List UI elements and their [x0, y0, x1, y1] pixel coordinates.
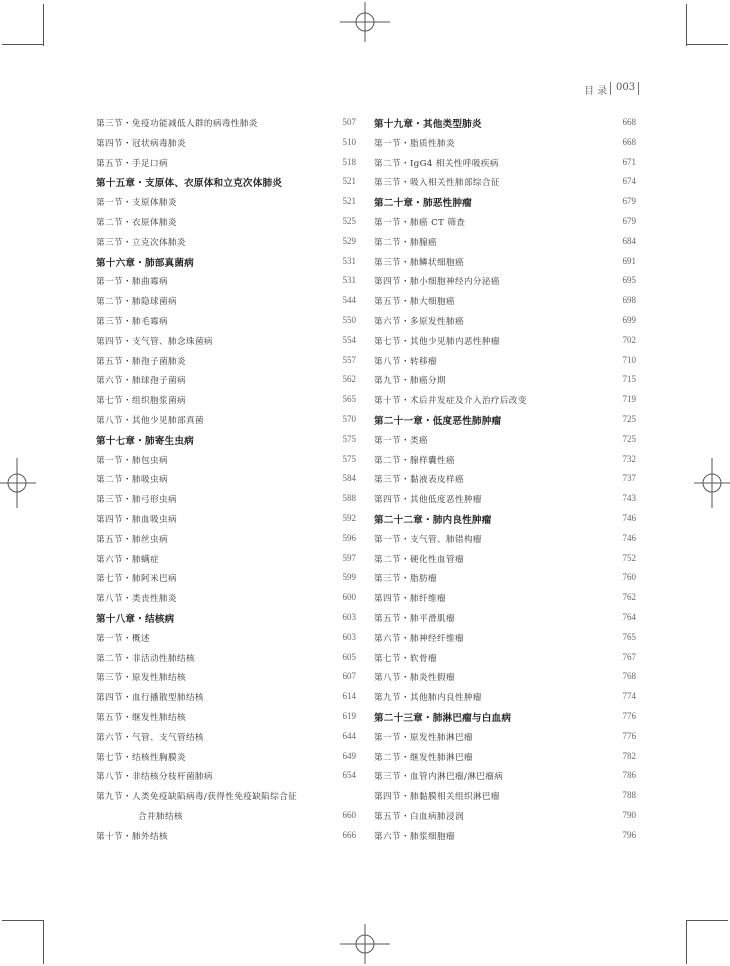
toc-entry-title: 第一节・概述 [96, 633, 150, 644]
crop-mark-top-left-h [2, 44, 44, 45]
toc-section-entry [374, 688, 636, 708]
header-page-number: 003 [616, 82, 636, 93]
header-title: 目 录 [584, 86, 608, 97]
toc-section-entry [96, 134, 356, 154]
toc-entry-title: 第十六章・肺部真菌病 [96, 257, 194, 269]
toc-entry-title: 第二十三章・肺淋巴瘤与白血病 [374, 712, 512, 724]
toc-entry-page: 649 [342, 750, 356, 761]
toc-entry-page: 668 [622, 117, 636, 127]
toc-section-entry [374, 470, 636, 490]
toc-section-entry [96, 114, 356, 134]
toc-entry-page: 715 [622, 374, 636, 385]
toc-entry-title: 第八节・肺炎性假瘤 [374, 673, 455, 684]
toc-entry-page: 796 [622, 829, 636, 840]
toc-section-entry [96, 193, 356, 213]
toc-section-entry [96, 728, 356, 748]
toc-section-entry [374, 569, 636, 589]
toc-entry-page: 764 [622, 611, 636, 622]
toc-entry-page: 710 [622, 354, 636, 365]
toc-entry-title: 第二节・肺吸虫病 [96, 475, 168, 486]
crop-mark-top-left-v [43, 4, 44, 46]
toc-entry-page: 597 [342, 552, 356, 563]
toc-section-entry [96, 371, 356, 391]
toc-entry-page: 544 [342, 295, 356, 306]
toc-entry-title: 第六节・肺球孢子菌病 [96, 376, 186, 387]
toc-section-entry [374, 173, 636, 193]
toc-entry-title: 第四节・支气管、肺念珠菌病 [96, 336, 213, 347]
toc-entry-page: 760 [622, 572, 636, 583]
registration-mark-right [694, 458, 730, 508]
toc-entry-page: 570 [342, 413, 356, 424]
toc-entry-page: 684 [622, 235, 636, 246]
toc-entry-page: 691 [622, 255, 636, 266]
toc-entry-page: 518 [342, 156, 356, 167]
toc-entry-title: 第四节・血行播散型肺结核 [96, 693, 204, 704]
toc-section-entry [96, 668, 356, 688]
toc-entry-page: 600 [342, 592, 356, 603]
toc-entry-page: 699 [622, 314, 636, 325]
toc-entry-title: 第二十章・肺恶性肿瘤 [374, 198, 472, 210]
toc-entry-page: 725 [622, 433, 636, 444]
toc-section-entry [374, 391, 636, 411]
toc-chapter-entry [374, 510, 636, 530]
toc-entry-title: 第七节・其他少见肺内恶性肿瘤 [374, 336, 500, 347]
toc-entry-page: 550 [342, 314, 356, 325]
toc-entry-page: 531 [342, 275, 356, 286]
toc-section-entry [96, 272, 356, 292]
toc-entry-page: 575 [342, 453, 356, 464]
toc-entry-title: 第一节・类癌 [374, 435, 428, 446]
toc-entry-title: 第十五章・支原体、衣原体和立克次体肺炎 [96, 178, 283, 190]
registration-mark-top [340, 2, 390, 42]
toc-section-entry [96, 688, 356, 708]
toc-chapter-entry [96, 609, 356, 629]
toc-entry-page: 774 [622, 691, 636, 702]
toc-section-entry [96, 490, 356, 510]
toc-entry-page: 768 [622, 671, 636, 682]
toc-entry-title: 第十八章・结核病 [96, 613, 175, 625]
toc-section-entry [374, 827, 636, 847]
toc-entry-title: 第十九章・其他类型肺炎 [374, 119, 482, 130]
toc-entry-page: 746 [622, 532, 636, 543]
toc-section-entry [96, 352, 356, 372]
toc-entry-page: 531 [342, 255, 356, 266]
toc-entry-title: 第二十一章・低度恶性肺肿瘤 [374, 415, 502, 427]
toc-entry-page: 788 [622, 790, 636, 801]
toc-entry-title: 第五节・白血病肺浸润 [374, 811, 464, 822]
toc-entry-title: 第三节・肺毛霉病 [96, 316, 168, 327]
crop-mark-bottom-right-v [686, 920, 687, 964]
toc-entry-page: 565 [342, 394, 356, 405]
toc-section-entry [96, 530, 356, 550]
toc-entry-title: 第九节・人类免疫缺陷病毒/获得性免疫缺陷综合征 [96, 792, 298, 803]
toc-entry-page: 695 [622, 275, 636, 286]
toc-entry-title: 第一节・肺曲霉病 [96, 277, 168, 288]
toc-section-entry [96, 827, 356, 847]
toc-section-entry [374, 490, 636, 510]
toc-entry-page: 592 [342, 512, 356, 523]
toc-section-entry [96, 451, 356, 471]
toc-section-entry [374, 649, 636, 669]
toc-section-entry [96, 510, 356, 530]
toc-entry-title: 第一节・脂质性肺炎 [374, 138, 455, 149]
toc-column-left [96, 114, 356, 846]
toc-section-entry [96, 470, 356, 490]
crop-mark-top-right-h [686, 44, 728, 45]
toc-entry-page: 619 [342, 710, 356, 721]
toc-entry-page: 674 [622, 176, 636, 187]
toc-entry-page: 510 [342, 136, 356, 147]
toc-entry-title: 第四节・冠状病毒肺炎 [96, 138, 186, 149]
toc-entry-page: 737 [622, 473, 636, 484]
toc-entry-title: 第四节・肺小细胞神经内分泌癌 [374, 277, 500, 288]
toc-section-entry [374, 767, 636, 787]
toc-section-entry [374, 668, 636, 688]
toc-entry-page: 603 [342, 611, 356, 622]
toc-entry-page: 702 [622, 334, 636, 345]
toc-entry-title: 第四节・肺纤维瘤 [374, 594, 446, 605]
toc-entry-title: 第十七章・肺寄生虫病 [96, 435, 194, 447]
toc-entry-page: 654 [342, 770, 356, 781]
toc-entry-page: 607 [342, 671, 356, 682]
toc-entry-page: 614 [342, 691, 356, 702]
toc-entry-title: 第六节・肺浆细胞瘤 [374, 831, 455, 842]
toc-entry-page: 767 [622, 651, 636, 662]
toc-entry-title: 第八节・非结核分枝杆菌肺病 [96, 772, 213, 783]
toc-section-entry [96, 787, 356, 807]
toc-entry-title: 第七节・组织胞浆菌病 [96, 396, 186, 407]
toc-entry-title: 第二节・非活动性肺结核 [96, 653, 195, 664]
toc-entry-title: 第一节・支原体肺炎 [96, 198, 177, 209]
toc-section-entry [96, 391, 356, 411]
toc-entry-title: 第三节・血管内淋巴瘤/淋巴瘤病 [374, 772, 504, 783]
toc-entry-title: 第九节・其他肺内良性肿瘤 [374, 693, 482, 704]
toc-section-entry [96, 233, 356, 253]
toc-entry-title: 第三节・脂肪瘤 [374, 574, 437, 585]
toc-entry-page: 605 [342, 651, 356, 662]
toc-entry-title: 第二节・衣原体肺炎 [96, 217, 177, 228]
toc-entry-page: 660 [342, 809, 356, 820]
toc-section-entry [374, 332, 636, 352]
toc-section-entry [374, 213, 636, 233]
toc-entry-page: 668 [622, 136, 636, 147]
toc-entry-page: 782 [622, 750, 636, 761]
crop-mark-bottom-left-v [43, 920, 44, 964]
toc-section-entry [374, 451, 636, 471]
toc-entry-page: 575 [342, 433, 356, 444]
toc-entry-page: 776 [622, 710, 636, 721]
toc-chapter-entry [96, 173, 356, 193]
toc-entry-title: 第四节・肺血吸虫病 [96, 514, 177, 525]
toc-entry-page: 671 [622, 156, 636, 167]
toc-entry-title: 第十节・肺外结核 [96, 831, 168, 842]
toc-entry-title: 第五节・肺孢子菌肺炎 [96, 356, 186, 367]
toc-entry-page: 557 [342, 354, 356, 365]
toc-entry-page: 666 [342, 829, 356, 840]
toc-entry-title: 第六节・肺螨症 [96, 554, 159, 565]
toc-section-entry [374, 371, 636, 391]
toc-chapter-entry [374, 411, 636, 431]
toc-entry-title: 第三节・原发性肺结核 [96, 673, 186, 684]
toc-entry-page: 596 [342, 532, 356, 543]
toc-section-entry [374, 728, 636, 748]
toc-entry-title: 第三节・立克次体肺炎 [96, 237, 186, 248]
toc-section-entry [374, 253, 636, 273]
toc-entry-page: 584 [342, 473, 356, 484]
toc-entry-page: 725 [622, 413, 636, 424]
toc-section-entry [96, 767, 356, 787]
toc-entry-title: 第一节・肺包虫病 [96, 455, 168, 466]
toc-entry-page: 588 [342, 493, 356, 504]
toc-section-entry [374, 312, 636, 332]
toc-column-right [374, 114, 636, 846]
toc-section-entry [96, 154, 356, 174]
toc-section-entry [374, 134, 636, 154]
toc-entry-page: 529 [342, 235, 356, 246]
toc-section-entry [374, 787, 636, 807]
toc-chapter-entry [374, 708, 636, 728]
toc-chapter-entry [96, 253, 356, 273]
toc-chapter-entry [374, 193, 636, 213]
toc-entry-title: 第八节・转移瘤 [374, 356, 437, 367]
toc-section-entry [96, 708, 356, 728]
toc-entry-title: 第一节・支气管、肺错构瘤 [374, 534, 482, 545]
crop-mark-top-right-v [686, 4, 687, 46]
toc-entry-title: 第九节・肺癌分期 [374, 376, 446, 387]
toc-entry-title: 第五节・肺丝虫病 [96, 534, 168, 545]
header-divider [610, 82, 611, 95]
toc-entry-page: 746 [622, 512, 636, 523]
toc-section-entry [374, 609, 636, 629]
toc-entry-page: 790 [622, 809, 636, 820]
toc-entry-title: 第七节・肺阿米巴病 [96, 574, 177, 585]
running-header [560, 81, 642, 97]
toc-entry-title: 第二十二章・肺内良性肿瘤 [374, 514, 492, 526]
toc-entry-page: 603 [342, 631, 356, 642]
toc-section-entry [374, 807, 636, 827]
toc-entry-page: 644 [342, 730, 356, 741]
header-divider-end [638, 82, 639, 95]
toc-entry-title: 第十节・术后并发症及介入治疗后改变 [374, 396, 527, 407]
toc-section-entry [96, 629, 356, 649]
toc-entry-title: 第五节・手足口病 [96, 158, 168, 169]
toc-entry-title: 第二节・肺隐球菌病 [96, 297, 177, 308]
toc-entry-page: 521 [342, 196, 356, 207]
toc-entry-title: 第三节・肺弓形虫病 [96, 495, 177, 506]
toc-entry-page: 525 [342, 215, 356, 226]
toc-entry-title: 第一节・原发性肺淋巴瘤 [374, 732, 473, 743]
toc-section-entry [374, 352, 636, 372]
toc-entry-page: 599 [342, 572, 356, 583]
toc-section-entry [374, 154, 636, 174]
toc-entry-page: 679 [622, 215, 636, 226]
toc-entry-title: 第三节・黏液表皮样癌 [374, 475, 464, 486]
toc-entry-title: 第五节・肺大细胞癌 [374, 297, 455, 308]
toc-section-entry [374, 233, 636, 253]
toc-section-entry [96, 312, 356, 332]
toc-entry-title: 第八节・类丧性肺炎 [96, 594, 177, 605]
toc-section-entry [374, 589, 636, 609]
toc-section-entry [96, 411, 356, 431]
toc-entry-title: 第三节・吸入相关性肺部综合征 [374, 178, 500, 189]
toc-section-entry [96, 550, 356, 570]
toc-section-entry [96, 569, 356, 589]
toc-entry-title: 第四节・肺黏膜相关组织淋巴瘤 [374, 792, 500, 803]
toc-entry-title: 第七节・软骨瘤 [374, 653, 437, 664]
toc-section-entry [96, 213, 356, 233]
toc-entry-title: 第二节・继发性肺淋巴瘤 [374, 752, 473, 763]
registration-mark-bottom [340, 924, 390, 964]
toc-entry-title: 第六节・气管、支气管结核 [96, 732, 204, 743]
toc-entry-title: 第七节・结核性胸膜炎 [96, 752, 186, 763]
toc-entry-page: 562 [342, 374, 356, 385]
toc-entry-page: 732 [622, 453, 636, 464]
toc-entry-title: 第八节・其他少见肺部真菌 [96, 415, 204, 426]
toc-entry-page: 762 [622, 592, 636, 603]
toc-entry-title: 合并肺结核 [138, 811, 183, 822]
toc-entry-page: 507 [342, 117, 356, 127]
toc-entry-page: 765 [622, 631, 636, 642]
toc-section-entry [374, 272, 636, 292]
toc-section-entry [96, 332, 356, 352]
toc-entry-page: 776 [622, 730, 636, 741]
toc-entry-page: 521 [342, 176, 356, 187]
toc-section-entry [374, 629, 636, 649]
toc-section-entry [96, 807, 356, 827]
toc-entry-title: 第一节・肺癌 CT 筛查 [374, 217, 466, 228]
toc-chapter-entry [374, 114, 636, 134]
toc-section-entry [374, 550, 636, 570]
crop-mark-bottom-left-h [2, 920, 44, 921]
toc-section-entry [96, 292, 356, 312]
registration-mark-left [0, 458, 36, 508]
crop-mark-bottom-right-h [686, 920, 728, 921]
toc-entry-title: 第二节・IgG4 相关性呼吸疾病 [374, 158, 499, 169]
toc-section-entry [96, 589, 356, 609]
toc-section-entry [374, 530, 636, 550]
toc-entry-title: 第六节・多原发性肺癌 [374, 316, 464, 327]
toc-entry-page: 679 [622, 196, 636, 207]
toc-entry-title: 第四节・其他低度恶性肿瘤 [374, 495, 482, 506]
toc-entry-page: 698 [622, 295, 636, 306]
toc-entry-page: 752 [622, 552, 636, 563]
toc-entry-page: 554 [342, 334, 356, 345]
toc-section-entry [96, 649, 356, 669]
toc-chapter-entry [96, 431, 356, 451]
toc-section-entry [374, 431, 636, 451]
toc-entry-title: 第二节・硬化性血管瘤 [374, 554, 464, 565]
toc-entry-page: 786 [622, 770, 636, 781]
toc-entry-title: 第二节・肺腺癌 [374, 237, 437, 248]
toc-entry-title: 第五节・肺平滑肌瘤 [374, 613, 455, 624]
toc-entry-title: 第三节・免疫功能减低人群的病毒性肺炎 [96, 119, 258, 129]
toc-entry-title: 第二节・腺样囊性癌 [374, 455, 455, 466]
toc-entry-title: 第六节・肺神经纤维瘤 [374, 633, 464, 644]
toc-section-entry [96, 748, 356, 768]
toc-entry-page: 743 [622, 493, 636, 504]
toc-entry-title: 第五节・继发性肺结核 [96, 712, 186, 723]
toc-entry-page: 719 [622, 394, 636, 405]
toc-entry-title: 第三节・肺鳞状细胞癌 [374, 257, 464, 268]
toc-section-entry [374, 292, 636, 312]
toc-section-entry [374, 748, 636, 768]
